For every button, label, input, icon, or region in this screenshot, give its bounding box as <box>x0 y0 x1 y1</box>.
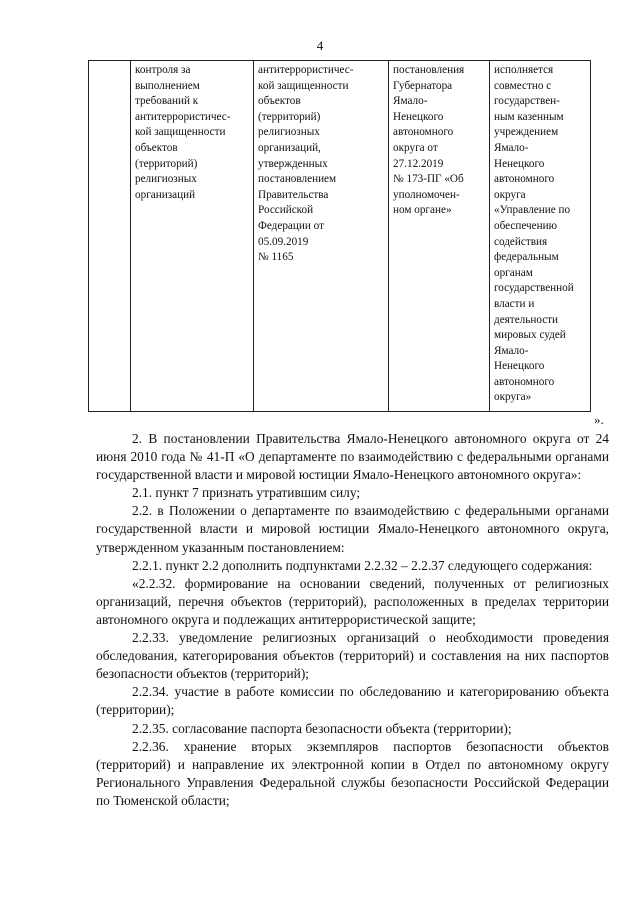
table-cell-note: исполняется совместно с государствен- ным казенным учреждением Ямало- Ненецкого автономного округа «Управление по обеспечению содействия федеральным органам государственной власти и деятельности мировых судей Ямало- Ненецкого автономного округа» <box>490 61 591 412</box>
paragraph-2-2-36: 2.2.36. хранение вторых экземпляров паспортов безопасности объектов (территорий) и направление их электронной копии в Отдел по автономному округу Регионального Управления Федеральной службы безопасности Российской Федерации по Тюменской области; <box>96 738 609 808</box>
paragraph-2-2-34: 2.2.34. участие в работе комиссии по обследованию и категорированию объекта (территории); <box>96 684 609 718</box>
paragraph-2-2-33: 2.2.33. уведомление религиозных организаций о необходимости проведения обследования, категорирования объектов (территорий) и составления на них паспортов безопасности объектов (территорий); <box>96 630 609 682</box>
page-number: 4 <box>316 38 324 53</box>
table-cell-control: контроля за выполнением требований к антитеррористичес- кой защищенности объектов (территорий) религиозных организаций <box>131 61 254 412</box>
paragraph-2: 2. В постановлении Правительства Ямало-Ненецкого автономного округа от 24 июня 2010 года № 41-П «О департаменте по взаимодействию с федеральными органами государственной власти и мировой юстиции Ямало-Ненецкого автономного округа»: <box>96 431 609 483</box>
paragraph-2-2: 2.2. в Положении о департаменте по взаимодействию с федеральными органами государственной власти и мировой юстиции Ямало-Ненецкого автономного округа, утвержденном указанным постановлением: <box>96 503 609 555</box>
paragraph-2-2-1: 2.2.1. пункт 2.2 дополнить подпунктами 2.2.32 – 2.2.37 следующего содержания: <box>132 557 593 573</box>
paragraph-2-2-35: 2.2.35. согласование паспорта безопасности объекта (территории); <box>132 720 512 736</box>
table-cell-empty <box>89 61 131 412</box>
closing-quote: ». <box>594 412 604 427</box>
paragraph-2-2-32: «2.2.32. формирование на основании сведений, полученных от религиозных организаций, перечня объектов (территорий), расположенных в пределах территории автономного округа и подлежащих антитеррористической защите; <box>96 575 609 627</box>
table-row <box>89 61 591 412</box>
table-cell-decree: постановления Губернатора Ямало- Ненецкого автономного округа от 27.12.2019 № 173-ПГ «Об уполномочен- ном органе» <box>389 61 490 412</box>
document-body <box>96 430 609 810</box>
paragraph-2-1: 2.1. пункт 7 признать утратившим силу; <box>132 485 361 501</box>
table-cell-requirements: антитеррористичес- кой защищенности объектов (территорий) религиозных организаций, утвержденных постановлением Правительства Российской Федерации от 05.09.2019 № 1165 <box>254 61 389 412</box>
continuation-table <box>88 60 591 412</box>
